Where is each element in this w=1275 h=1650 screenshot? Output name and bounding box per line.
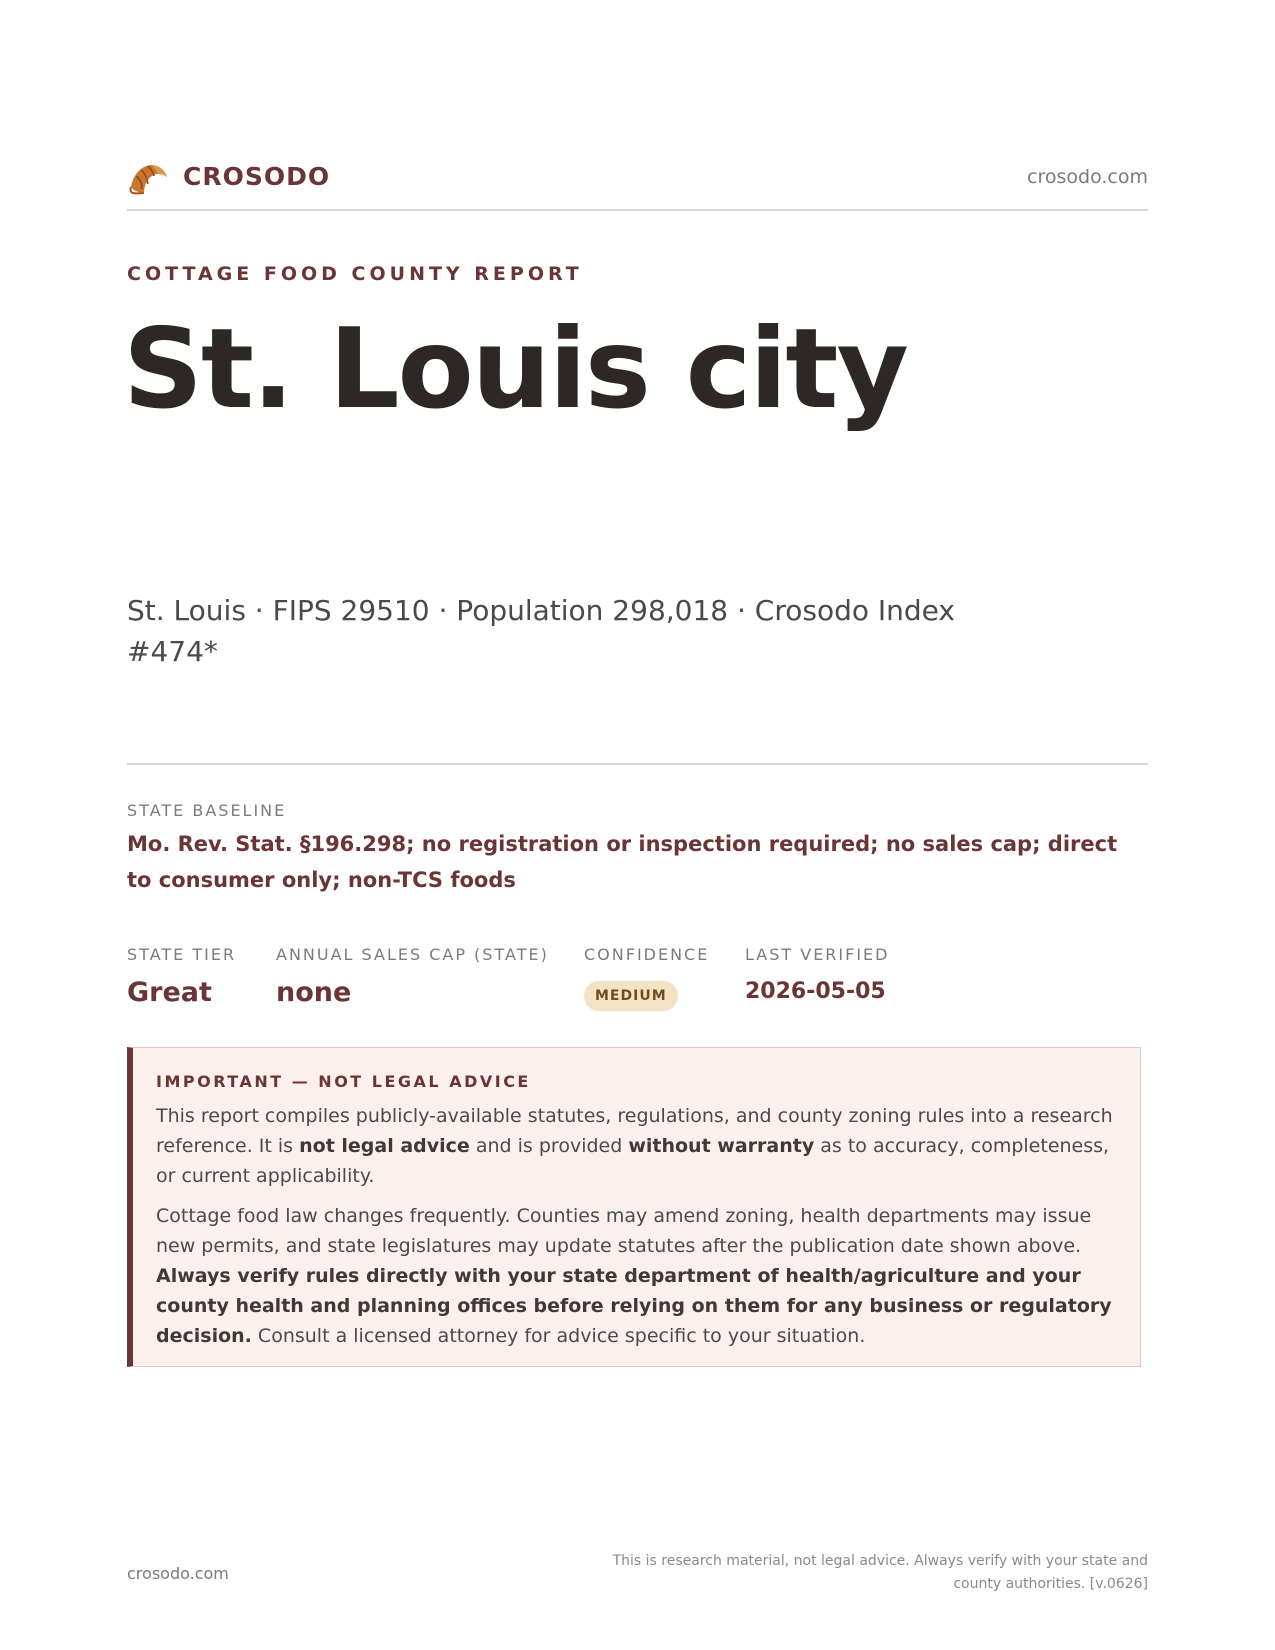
stat-confidence [584, 945, 710, 1004]
report-page [123, 0, 1148, 1650]
stat-label: LAST VERIFIED [745, 945, 890, 964]
brand [127, 157, 330, 197]
stat-value: none [276, 977, 352, 1008]
baseline-text: Mo. Rev. Stat. §196.298; no registration or inspection required; no sales cap; direct to consumer only; non-TCS foods [127, 832, 1118, 892]
header-url[interactable]: crosodo.com [1027, 166, 1148, 188]
notice-paragraph: This report compiles publicly-available statutes, regulations, and county zoning rules into a research reference. It is not legal advice and is provided without warranty as to accuracy, completeness, or current applicability. [156, 1105, 1113, 1187]
stat-value: 2026-05-05 [745, 979, 886, 1004]
stat-sales-cap [276, 945, 549, 1008]
notice-paragraph: Cottage food law changes frequently. Counties may amend zoning, health departments may issue new permits, and state legislatures may update statutes after the publication date shown above. Always verify rules directly with your state department of health/agriculture and your county health and planning offices before relying on them for any business or regulatory decision. Consult a licensed attorney for advice specific to your situation. [156, 1205, 1112, 1347]
notice-title: IMPORTANT — NOT LEGAL ADVICE [156, 1072, 531, 1091]
stat-label: ANNUAL SALES CAP (STATE) [276, 945, 549, 964]
section-divider [127, 763, 1148, 765]
confidence-badge: MEDIUM [584, 981, 678, 1011]
report-subtitle: St. Louis · FIPS 29510 · Population 298,018 · Crosodo Index #474* [127, 594, 955, 668]
page-title: St. Louis city [123, 305, 907, 434]
stat-state-tier [127, 945, 237, 1008]
stat-value: Great [127, 977, 212, 1008]
header-divider [127, 209, 1148, 211]
report-eyebrow: COTTAGE FOOD COUNTY REPORT [127, 263, 583, 285]
legal-notice [127, 1047, 1141, 1367]
stat-label: CONFIDENCE [584, 945, 710, 964]
footer-disclaimer: This is research material, not legal advice. Always verify with your state and county authorities. [v.0626] [612, 1553, 1148, 1592]
stats-row [127, 945, 1148, 1015]
page-header [127, 157, 1148, 197]
footer-url[interactable]: crosodo.com [127, 1564, 229, 1583]
brand-name: CROSODO [183, 162, 331, 191]
stat-label: STATE TIER [127, 945, 237, 964]
stat-last-verified [745, 945, 890, 1004]
croissant-icon [127, 157, 171, 197]
baseline-label: STATE BASELINE [127, 801, 287, 820]
